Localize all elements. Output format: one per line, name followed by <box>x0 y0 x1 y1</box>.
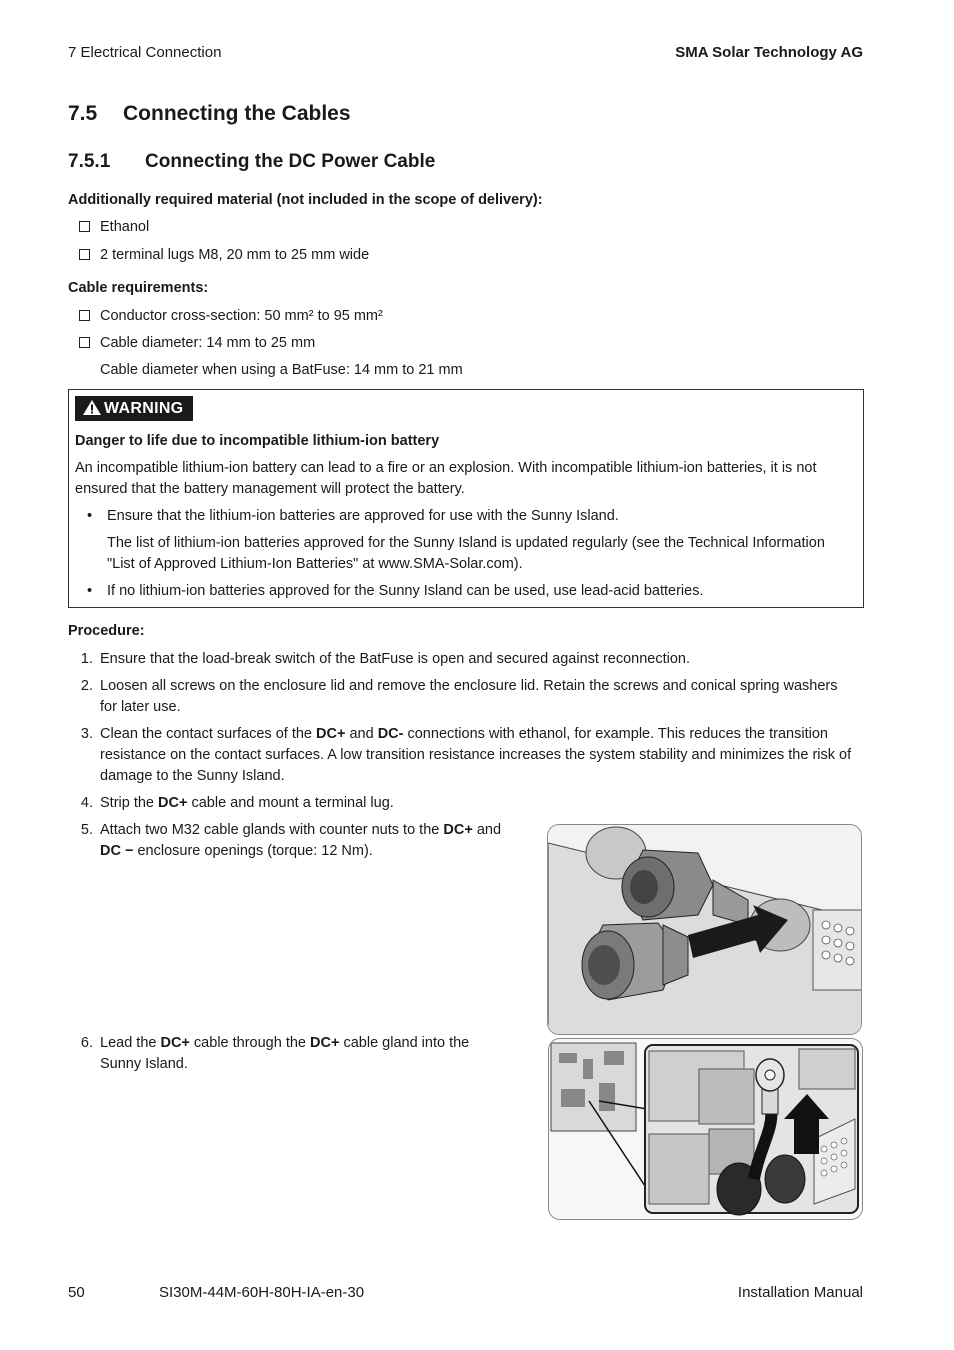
footer-page-number: 50 <box>68 1284 85 1301</box>
cable-item: Conductor cross-section: 50 mm² to 95 mm² <box>100 308 383 324</box>
step-text-part: Clean the contact surfaces of the <box>100 726 317 742</box>
step-text: Loosen all screws on the enclosure lid and remove the enclosure lid. Retain the screws and conical spring washers <box>100 678 838 694</box>
bullet-dot: • <box>87 583 93 599</box>
dc-plus-term: DC+ <box>310 1035 340 1051</box>
cable-note: Cable diameter when using a BatFuse: 14 mm to 21 mm <box>100 362 463 378</box>
checkbox-icon <box>79 337 90 348</box>
warning-label-text: WARNING <box>104 400 184 417</box>
step-text-part: cable and mount a terminal lug. <box>187 795 394 811</box>
step-text-part: and <box>345 726 378 742</box>
step-number: 1. <box>80 651 93 667</box>
warning-bullet: Ensure that the lithium-ion batteries are approved for use with the Sunny Island. <box>107 508 619 524</box>
warning-bullet-sub: "List of Approved Lithium-Ion Batteries" at www.SMA-Solar.com). <box>107 556 523 572</box>
header-section: 7 Electrical Connection <box>68 44 222 61</box>
step-text <box>100 841 373 862</box>
step-text: damage to the Sunny Island. <box>100 768 285 784</box>
header-company: SMA Solar Technology AG <box>675 44 863 61</box>
step-text-part: cable gland into the <box>339 1035 470 1051</box>
step-text-part: Strip the <box>100 795 159 811</box>
cable-gland-illustration <box>547 824 862 1035</box>
footer-doc-id: SI30M-44M-60H-80H-IA-en-30 <box>159 1284 365 1301</box>
step-number: 2. <box>80 678 93 694</box>
step-text <box>100 724 828 745</box>
step-text <box>100 1033 469 1054</box>
step-text-part: cable through the <box>189 1035 311 1051</box>
warning-triangle-icon <box>83 400 101 415</box>
cable-heading: Cable requirements: <box>68 280 209 296</box>
step-text-part: and <box>472 822 502 838</box>
step-number: 5. <box>80 822 93 838</box>
dc-plus-term: DC+ <box>443 822 473 838</box>
material-item: Ethanol <box>100 219 150 235</box>
section-number: 7.5 <box>68 102 98 125</box>
warning-bullet: If no lithium-ion batteries approved for the Sunny Island can be used, use lead-acid batteries. <box>107 583 704 599</box>
dc-plus-term: DC+ <box>316 726 346 742</box>
procedure-heading: Procedure: <box>68 623 145 639</box>
section-title: Connecting the Cables <box>123 102 351 125</box>
step-number: 6. <box>80 1035 93 1051</box>
bullet-dot: • <box>87 508 93 524</box>
step-text <box>100 793 394 814</box>
footer-doc-type: Installation Manual <box>737 1284 863 1301</box>
step-text: Ensure that the load-break switch of the BatFuse is open and secured against reconnection. <box>100 651 691 667</box>
step-number: 4. <box>80 795 93 811</box>
step-number: 3. <box>80 726 93 742</box>
subsection-title: Connecting the DC Power Cable <box>145 151 436 172</box>
material-heading: Additionally required material (not included in the scope of delivery): <box>68 192 543 208</box>
dc-cable-drawing <box>549 1039 863 1220</box>
cable-item: Cable diameter: 14 mm to 25 mm <box>100 335 316 351</box>
dc-minus-term: DC- <box>377 726 404 742</box>
warning-bullet-sub: The list of lithium-ion batteries approved for the Sunny Island is updated regularly (see the Technical Information <box>107 535 825 551</box>
step-text-part: Attach two M32 cable glands with counter nuts to the <box>100 822 444 838</box>
subsection-number: 7.5.1 <box>68 151 111 172</box>
dc-plus-term: DC+ <box>160 1035 190 1051</box>
warning-box <box>68 389 864 608</box>
dc-plus-term: DC+ <box>158 795 188 811</box>
warning-body: ensured that the battery management will protect the battery. <box>75 481 465 497</box>
checkbox-icon <box>79 310 90 321</box>
warning-label <box>75 396 193 421</box>
step-text <box>100 820 501 841</box>
dc-cable-illustration <box>548 1038 863 1220</box>
warning-title: Danger to life due to incompatible lithium-ion battery <box>75 433 440 449</box>
step-text-part: enclosure openings (torque: 12 Nm). <box>133 843 373 859</box>
step-text: Sunny Island. <box>100 1056 188 1072</box>
warning-body: An incompatible lithium-ion battery can lead to a fire or an explosion. With incompatible lithium-ion batteries, it is not <box>75 460 817 476</box>
material-item: 2 terminal lugs M8, 20 mm to 25 mm wide <box>100 247 370 263</box>
step-text-part: connections with ethanol, for example. This reduces the transition <box>403 726 828 742</box>
step-text-part: Lead the <box>100 1035 161 1051</box>
step-text: for later use. <box>100 699 181 715</box>
checkbox-icon <box>79 221 90 232</box>
cable-gland-drawing <box>548 825 862 1035</box>
checkbox-icon <box>79 249 90 260</box>
step-text: resistance on the contact surfaces. A low transition resistance increases the system stability and minimizes the risk of <box>100 747 852 763</box>
dc-minus-term: DC − <box>100 843 134 859</box>
